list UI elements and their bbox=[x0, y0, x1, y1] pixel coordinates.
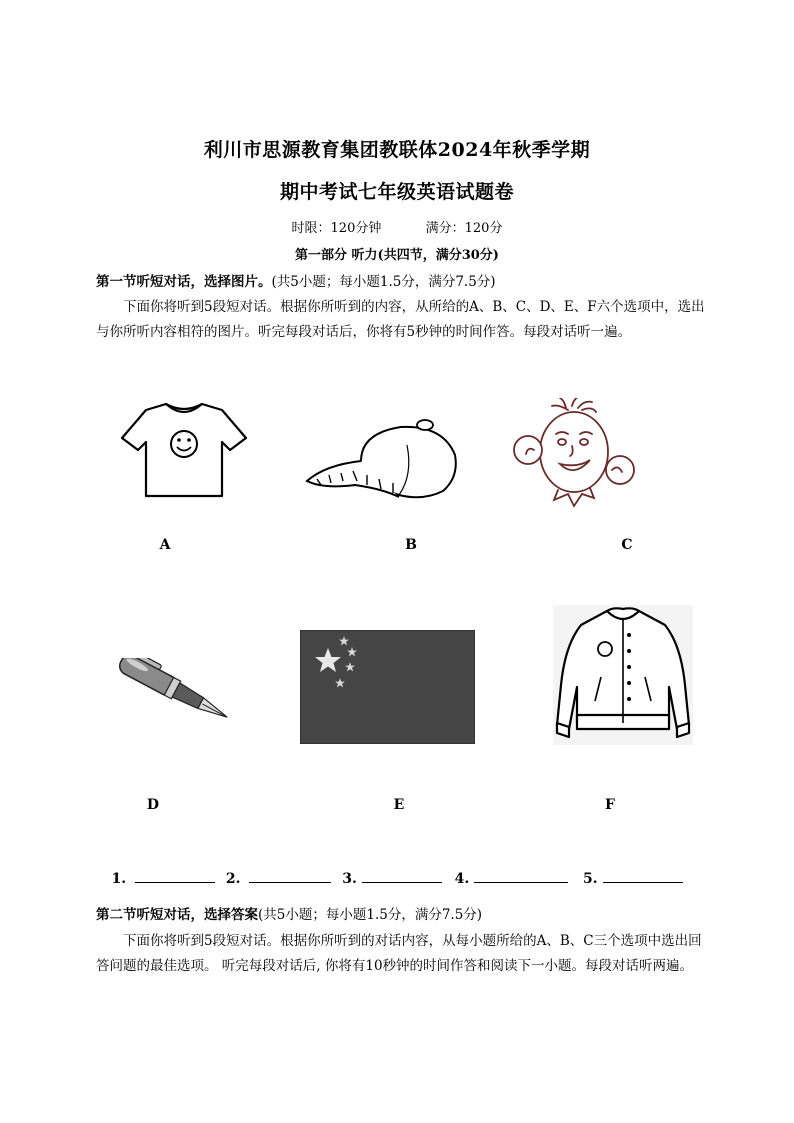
section1-instruction: 下面你将听到5段短对话。根据你所听到的内容，从所给的A、B、C、D、E、F六个选项中，选出与你所听内容相符的图片。听完每段对话后，你将有5秒钟的时间作答。每段对话听一遍。 bbox=[96, 299, 705, 340]
cartoon-face-icon bbox=[508, 398, 638, 508]
answer-blank-3[interactable] bbox=[362, 868, 442, 883]
part1-title: 第一部分 听力(共四节，满分30分) bbox=[295, 248, 499, 263]
answer-blank-1[interactable] bbox=[135, 868, 215, 883]
section2-heading bbox=[96, 903, 706, 928]
section2-heading-text: 第二节听短对话，选择答案 bbox=[96, 907, 258, 923]
time-limit: 时限：120分钟 bbox=[291, 221, 382, 236]
flag-icon bbox=[300, 630, 475, 744]
answer-blank-5[interactable] bbox=[603, 868, 683, 883]
answer-blanks bbox=[0, 868, 794, 887]
picture-label-f: F bbox=[605, 797, 615, 813]
tshirt-icon bbox=[118, 398, 250, 500]
fountain-pen-icon bbox=[108, 658, 243, 738]
jacket-icon bbox=[553, 605, 693, 745]
section2-note: (共5小题；每小题1.5分，满分7.5分) bbox=[258, 907, 483, 923]
section1-heading bbox=[96, 270, 706, 295]
exam-title-line2: 期中考试七年级英语试题卷 bbox=[279, 181, 514, 203]
answer-number-5: 5. bbox=[583, 871, 598, 887]
section2-instruction: 下面你将听到5段短对话。根据你所听到的对话内容，从每小题所给的A、B、C三个选项中选出回答问题的最佳选项。 听完每段对话后, 你将有10秒钟的时间作答和阅读下一小题。每段对话听两遍。 bbox=[96, 933, 702, 974]
answer-number-4: 4. bbox=[454, 871, 470, 887]
exam-title-line1: 利川市思源教育集团教联体2024年秋季学期 bbox=[203, 139, 591, 161]
answer-number-1: 1. bbox=[111, 871, 127, 887]
picture-label-a: A bbox=[159, 537, 171, 553]
answer-blank-4[interactable] bbox=[474, 868, 568, 883]
picture-label-b: B bbox=[405, 537, 417, 553]
picture-label-e: E bbox=[393, 797, 405, 813]
full-score: 满分：120分 bbox=[425, 221, 503, 236]
picture-label-c: C bbox=[621, 537, 633, 553]
answer-number-3: 3. bbox=[342, 871, 357, 887]
section1-note: (共5小题；每小题1.5分，满分7.5分) bbox=[271, 274, 496, 290]
answer-number-2: 2. bbox=[225, 871, 241, 887]
exam-meta bbox=[0, 217, 794, 236]
cap-icon bbox=[303, 415, 459, 505]
section1-heading-text: 第一节听短对话，选择图片。 bbox=[96, 274, 272, 290]
answer-blank-2[interactable] bbox=[249, 868, 331, 883]
picture-label-d: D bbox=[146, 797, 160, 813]
